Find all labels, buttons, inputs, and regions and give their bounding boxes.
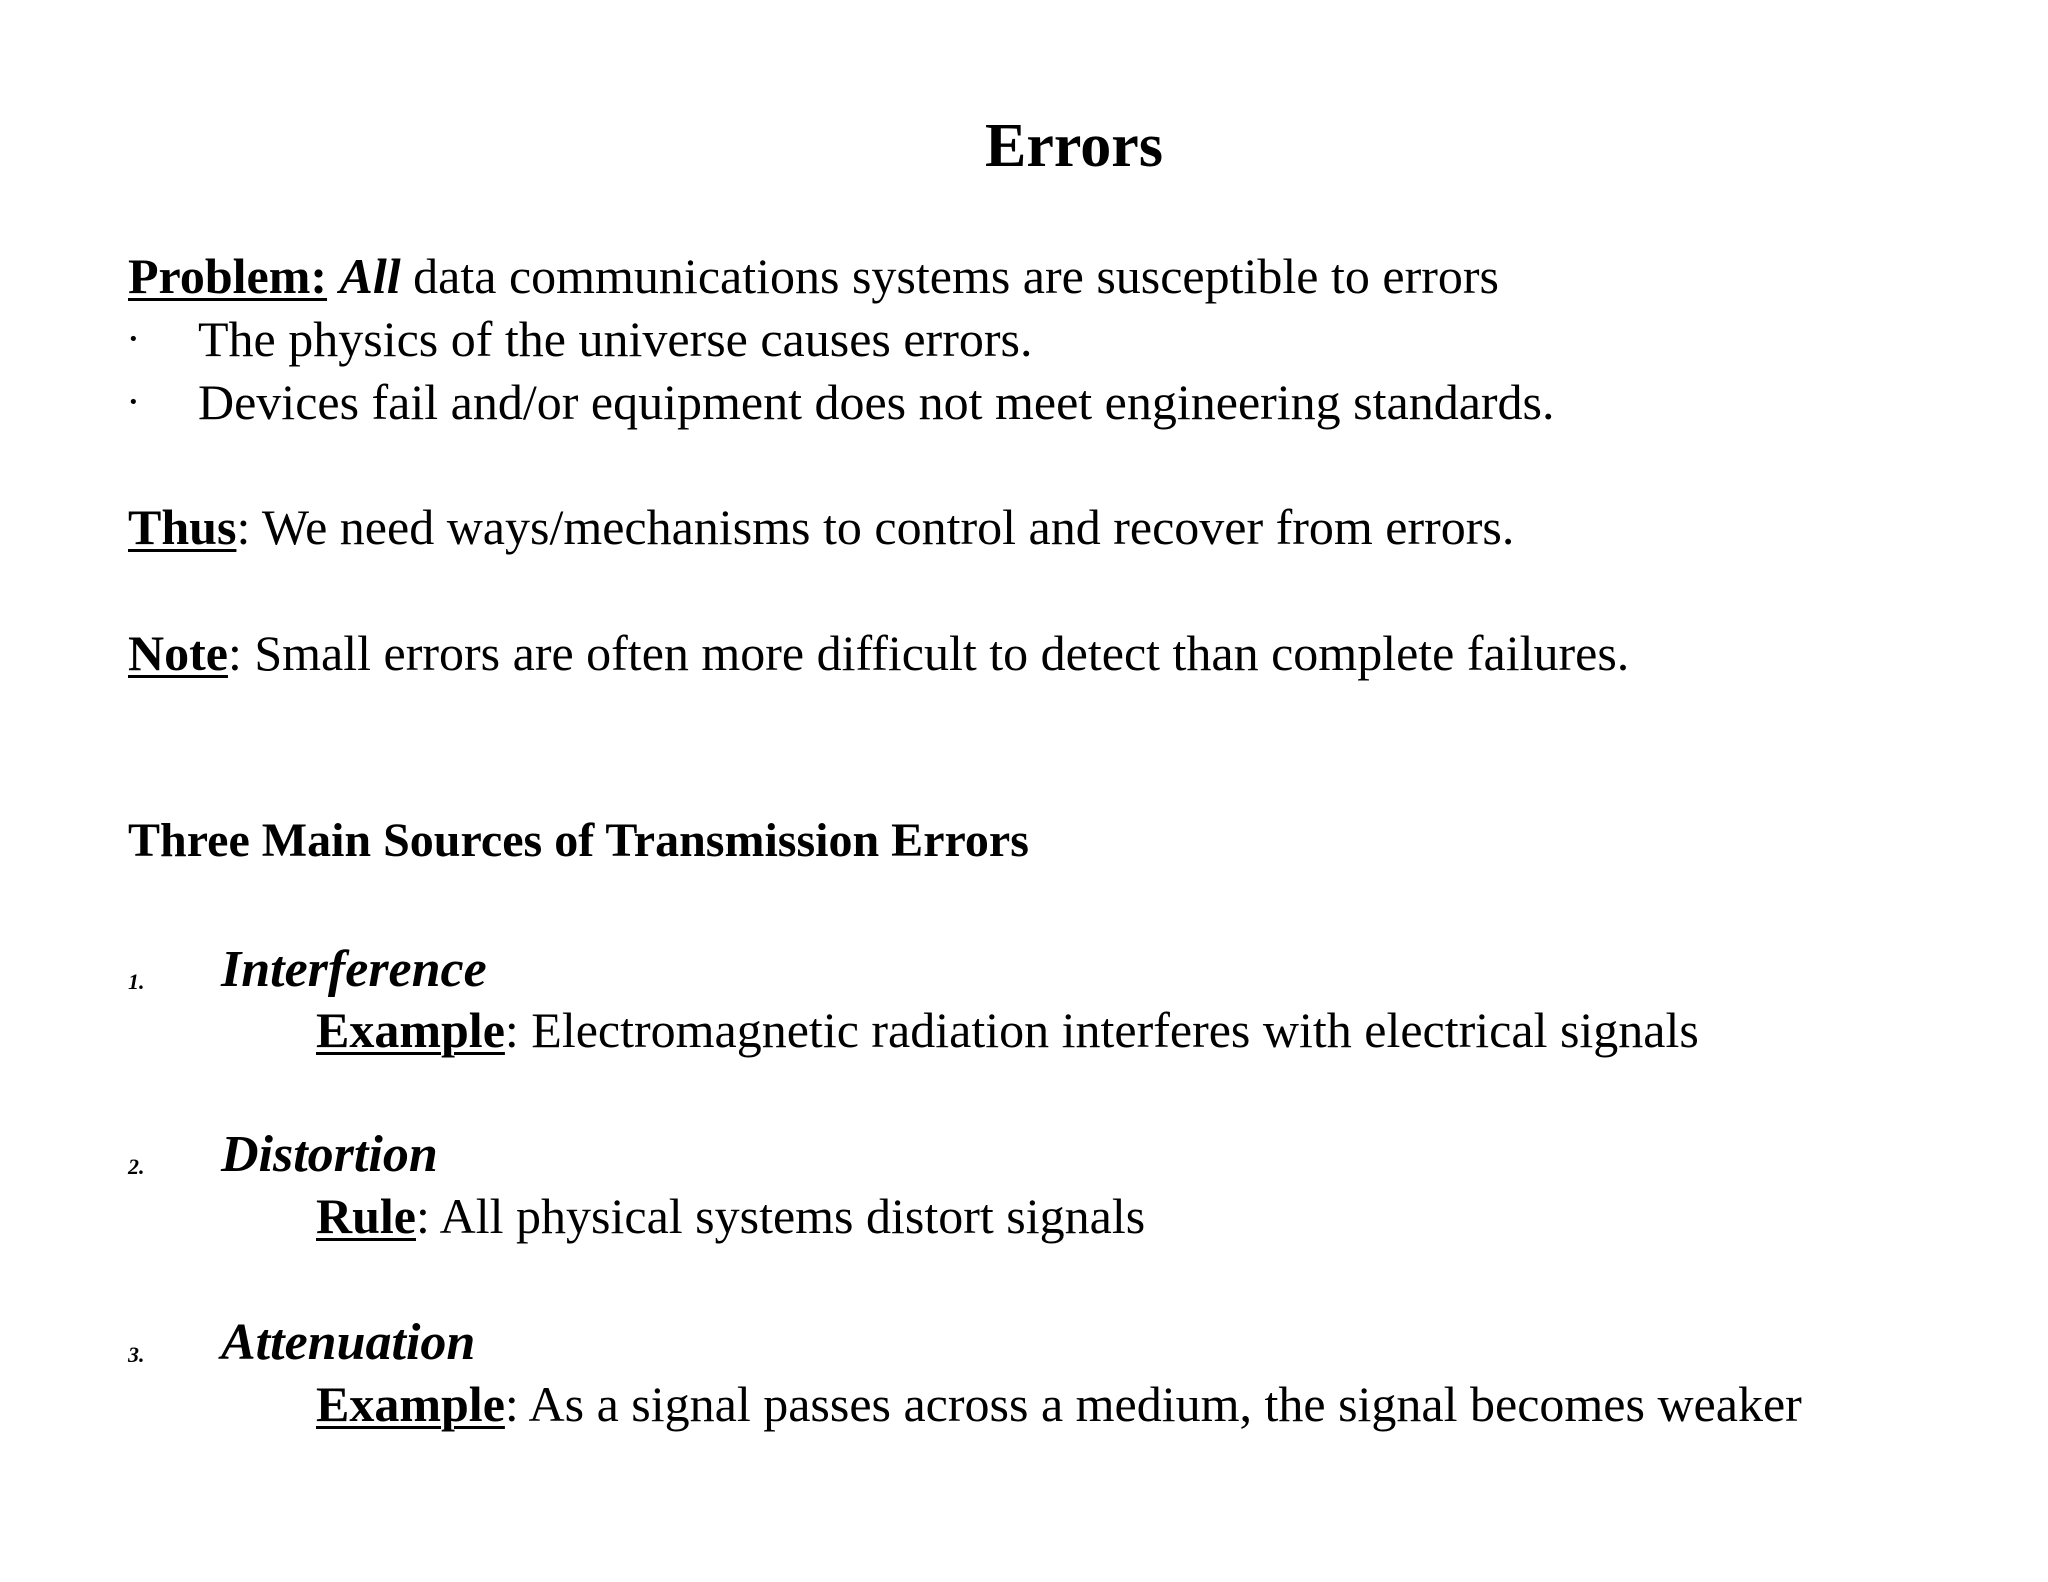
list-item-title-3: Attenuation	[221, 1314, 476, 1371]
list-item-detail-text-1: : Electromagnetic radiation interferes with electrical signals	[504, 1002, 1699, 1058]
list-item-title-1: Interference	[221, 941, 487, 998]
list-item-detail-text-3: : As a signal passes across a medium, the signal becomes weaker	[504, 1376, 1802, 1432]
list-item-detail-label-1: Example	[316, 1002, 505, 1058]
list-item-detail-label-2: Rule	[316, 1188, 416, 1244]
list-item-detail-label-3: Example	[316, 1376, 505, 1432]
list-item-detail-3	[316, 1376, 1802, 1432]
list-number-1: 1.	[128, 969, 145, 994]
list-number-3: 3.	[128, 1342, 145, 1367]
problem-label: Problem:	[128, 248, 328, 304]
thus-label: Thus	[128, 499, 237, 555]
thus-statement	[128, 499, 1515, 555]
sources-heading: Three Main Sources of Transmission Errors	[128, 814, 1029, 867]
problem-statement	[128, 248, 1499, 304]
list-number-2: 2.	[128, 1154, 145, 1179]
list-item-detail-2	[316, 1188, 1146, 1244]
note-statement	[128, 625, 1630, 681]
list-item-detail-text-2: : All physical systems distort signals	[416, 1188, 1146, 1244]
problem-emphasis: All	[339, 248, 401, 304]
bullet-mark-1: ·	[128, 320, 139, 356]
list-item-title-2: Distortion	[221, 1126, 438, 1183]
note-text: : Small errors are often more difficult to detect than complete failures.	[227, 625, 1630, 681]
page-title: Errors	[985, 112, 1163, 180]
note-label: Note	[128, 625, 228, 681]
bullet-text-1: The physics of the universe causes errors.	[198, 311, 1033, 367]
problem-text: data communications systems are susceptible to errors	[400, 248, 1499, 304]
bullet-text-2: Devices fail and/or equipment does not meet engineering standards.	[198, 374, 1555, 430]
bullet-mark-2: ·	[128, 383, 139, 419]
thus-text: : We need ways/mechanisms to control and recover from errors.	[236, 499, 1515, 555]
list-item-detail-1	[316, 1002, 1699, 1058]
